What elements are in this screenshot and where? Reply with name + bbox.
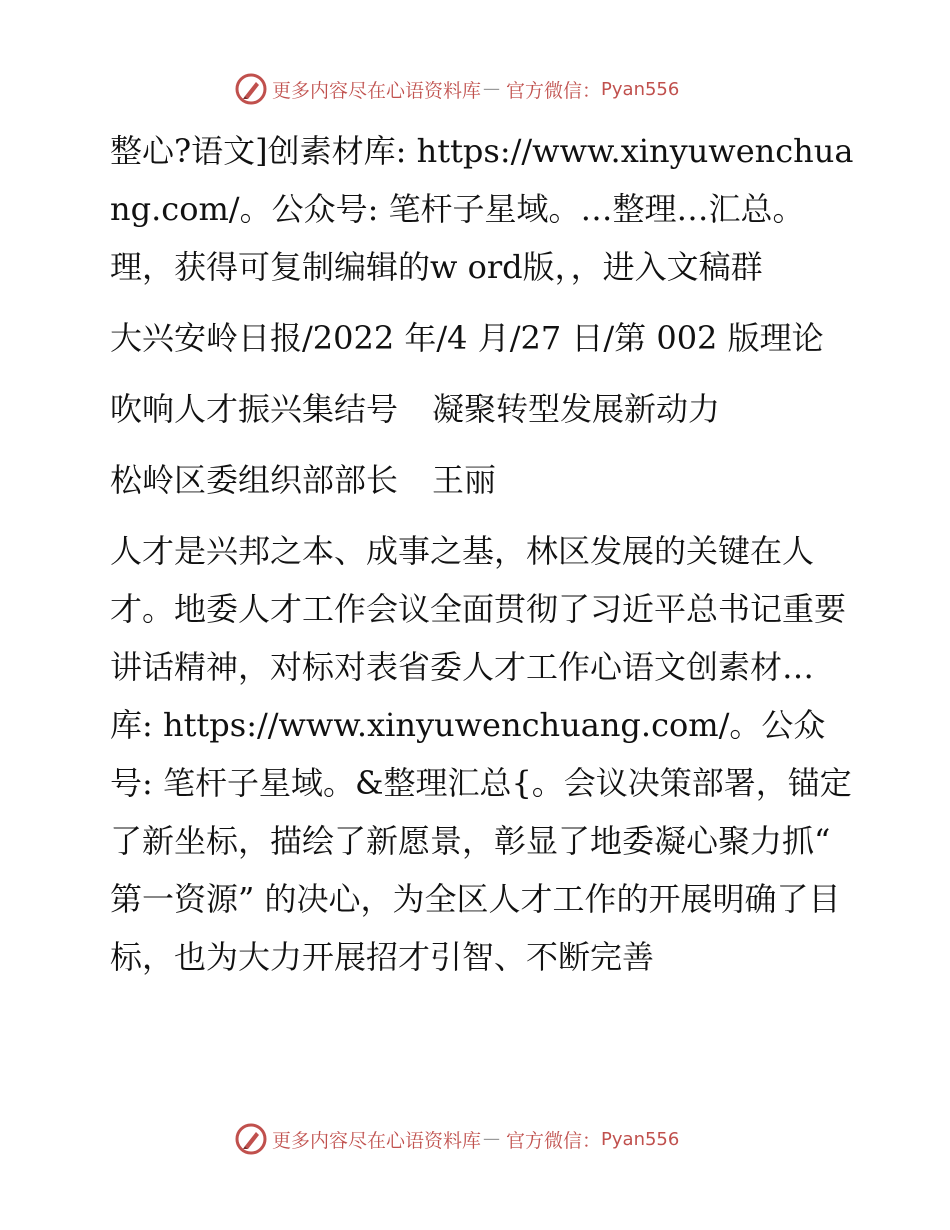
footer-banner (234, 1122, 714, 1156)
body-paragraph: 人才是兴邦之本、成事之基，林区发展的关键在人才。地委人才工作会议全面贯彻了习近平总书记重要讲话精神，对标对表省委人才工作心语文创素材…库: https://www.xinyuwenchuang.com/。公众号: 笔杆子星域。&整理汇总{。会议决策部署，锚定了新坐标，描绘了新愿景，彰显了地委凝心聚力抓“ 第一资源” 的决心，为全区人才工作的开展明确了目标，也为大力开展招才引智、不断完善 (110, 532, 852, 976)
article-title (96, 380, 856, 438)
source-line: 大兴安岭日报/2022 年/4 月/27 日/第 002 版理论 (110, 319, 824, 357)
banner-slogan: 更多内容尽在心语资料库 (272, 79, 482, 102)
promo-paragraph: 整心?语文]创素材库: https://www.xinyuwenchuang.com/。公众号: 笔杆子星域。…整理…汇总。理，获得可复制编辑的w ord版，，进入文稿群 (110, 132, 854, 286)
byline (96, 451, 856, 509)
banner-separator: — (483, 79, 501, 99)
banner-wechat-id: Pyan556 (601, 78, 680, 100)
banner-slogan: 更多内容尽在心语资料库 (272, 1129, 482, 1152)
title-part-1: 吹响人才振兴集结号 (110, 390, 399, 428)
document-body (96, 122, 856, 999)
banner-wechat-label: 官方微信： (506, 79, 602, 102)
banner-wechat-id: Pyan556 (601, 1128, 680, 1150)
byline-position: 松岭区委组织部部长 (110, 461, 399, 499)
byline-name: 王丽 (432, 461, 497, 499)
banner-separator: — (483, 1129, 501, 1149)
pen-logo-icon (234, 72, 268, 106)
banner-wechat-label: 官方微信： (506, 1129, 602, 1152)
title-part-2: 凝聚转型发展新动力 (432, 390, 721, 428)
header-banner (234, 72, 714, 106)
pen-logo-icon (234, 1122, 268, 1156)
